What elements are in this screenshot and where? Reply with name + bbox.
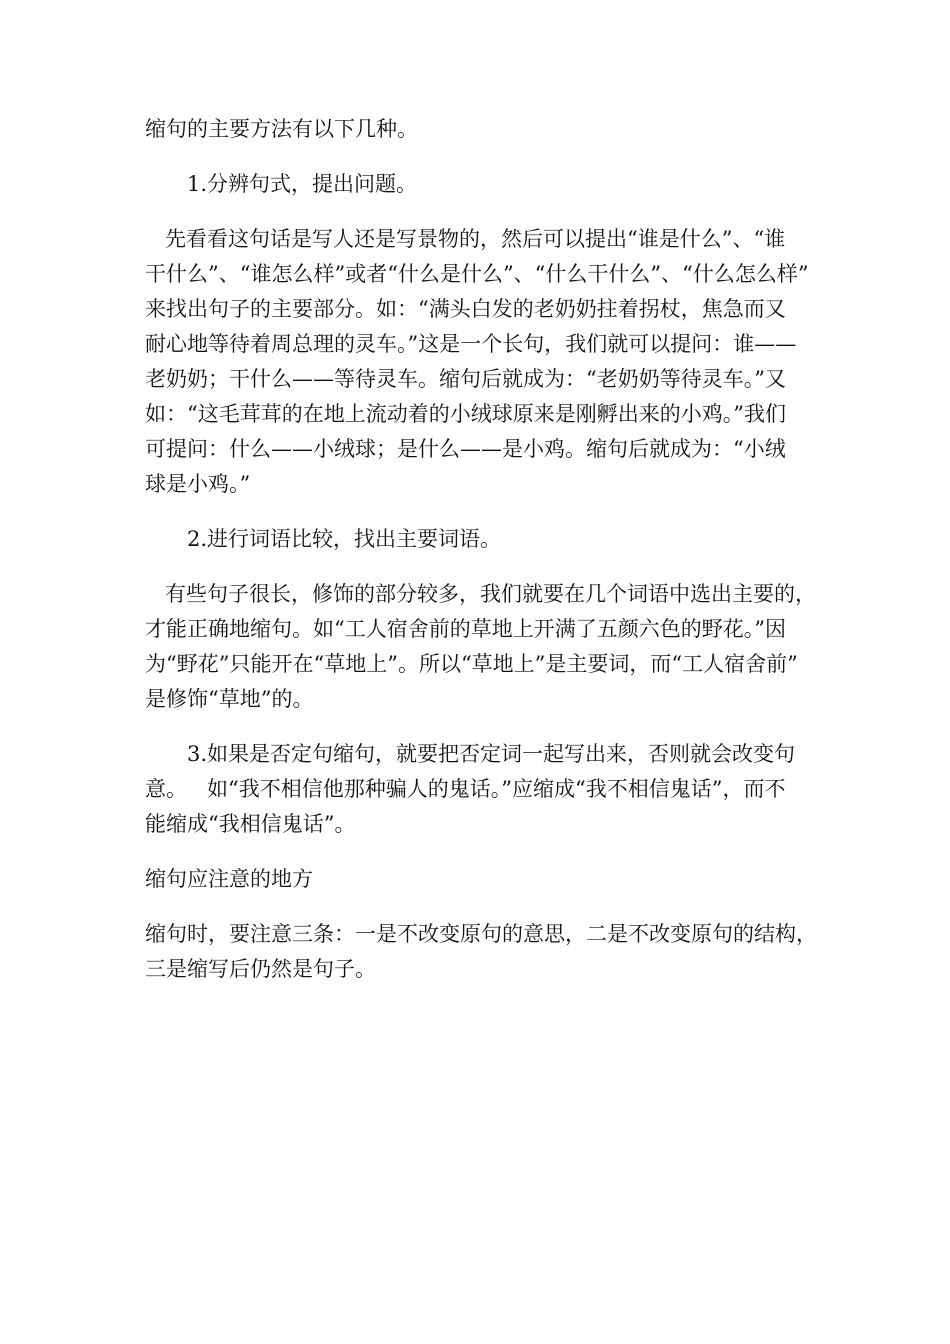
intro-text: 缩句的主要方法有以下几种。	[145, 117, 418, 141]
paragraph-line: 可提问：什么——小绒球；是什么——是小鸡。缩句后就成为：“小绒	[145, 437, 786, 461]
notes-heading: 缩句应注意的地方	[145, 867, 313, 891]
method-2-paragraph	[145, 577, 816, 717]
paragraph-line: 球是小鸡。”	[145, 472, 251, 496]
paragraph-line: 干什么”、“谁怎么样”或者“什么是什么”、“什么干什么”、“什么怎么样”	[145, 262, 809, 286]
document-page	[145, 112, 817, 1007]
paragraph-line: 耐心地等待着周总理的灵车。”这是一个长句，我们就可以提问：谁——	[145, 332, 797, 356]
paragraph-line: 老奶奶；干什么——等待灵车。缩句后就成为：“老奶奶等待灵车。”又	[145, 367, 786, 391]
paragraph-line: 能缩成“我相信鬼话”。	[145, 812, 356, 836]
paragraph-line: 为“野花”只能开在“草地上”。所以“草地上”是主要词，而“工人宿舍前”	[145, 652, 798, 676]
paragraph-line: 才能正确地缩句。如“工人宿舍前的草地上开满了五颜六色的野花。”因	[145, 617, 786, 641]
paragraph-line: 3.如果是否定句缩句，就要把否定词一起写出来，否则就会改变句	[187, 742, 796, 766]
paragraph-line: 意。 如“我不相信他那种骗人的鬼话。”应缩成“我不相信鬼话”，而不	[145, 777, 786, 801]
paragraph-line: 先看看这句话是写人还是写景物的，然后可以提出“谁是什么”、“谁	[165, 227, 786, 251]
method-1-title: 1.分辨句式，提出问题。	[187, 172, 418, 196]
method-2-title: 2.进行词语比较，找出主要词语。	[187, 527, 502, 551]
paragraph-line: 缩句时，要注意三条：一是不改变原句的意思，二是不改变原句的结构，	[145, 922, 817, 946]
paragraph-line: 有些句子很长，修饰的部分较多，我们就要在几个词语中选出主要的，	[165, 582, 816, 606]
notes-paragraph	[145, 917, 817, 987]
paragraph-line: 是修饰“草地”的。	[145, 687, 314, 711]
paragraph-line: 三是缩写后仍然是句子。	[145, 957, 376, 981]
paragraph-line: 如：“这毛茸茸的在地上流动着的小绒球原来是刚孵出来的小鸡。”我们	[145, 402, 786, 426]
method-1-paragraph	[145, 222, 810, 502]
method-3-paragraph	[145, 737, 810, 842]
paragraph-line: 来找出句子的主要部分。如：“满头白发的老奶奶拄着拐杖，焦急而又	[145, 297, 786, 321]
